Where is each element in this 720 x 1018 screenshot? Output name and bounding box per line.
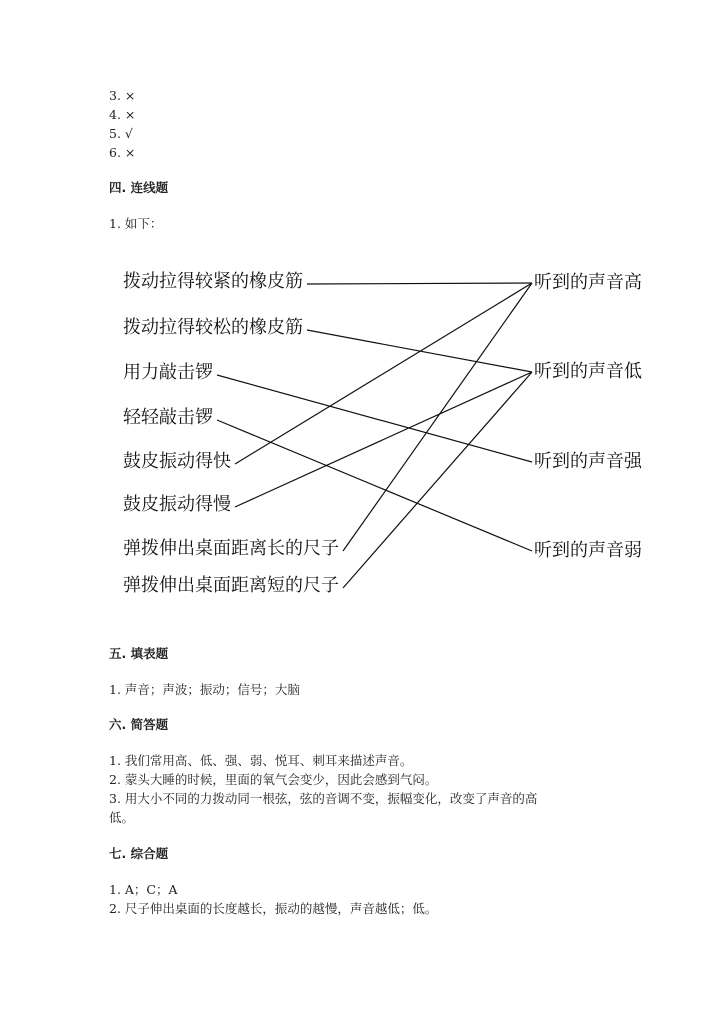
judgement-answer-3: 3. × <box>109 88 136 103</box>
section5-title: 五. 填表题 <box>109 646 169 661</box>
section4-q1: 1. 如下： <box>109 216 163 231</box>
left-item-drum-slow: 鼓皮振动得慢 <box>123 494 231 515</box>
left-item-long-ruler: 弹拨伸出桌面距离长的尺子 <box>123 538 339 559</box>
connection-line-8 <box>343 372 532 588</box>
connection-line-1 <box>307 283 532 284</box>
left-item-short-ruler: 弹拨伸出桌面距离短的尺子 <box>123 575 339 596</box>
right-item-strong-sound: 听到的声音强 <box>534 451 642 472</box>
judgement-answer-5: 5. √ <box>109 126 133 141</box>
section6-q3-line2: 低。 <box>109 810 135 825</box>
left-item-hit-gong-hard: 用力敲击锣 <box>123 362 213 383</box>
connection-line-3 <box>217 375 532 462</box>
section7-q1: 1. A；C；A <box>109 882 178 897</box>
connection-line-5 <box>235 283 532 464</box>
section7-title: 七. 综合题 <box>109 846 169 861</box>
left-item-loose-rubber-band: 拨动拉得较松的橡皮筋 <box>123 317 303 338</box>
section6-q2: 2. 蒙头大睡的时候，里面的氧气会变少，因此会感到气闷。 <box>109 772 438 787</box>
left-item-tight-rubber-band: 拨动拉得较紧的橡皮筋 <box>123 271 303 292</box>
left-item-hit-gong-lightly: 轻轻敲击锣 <box>123 407 213 428</box>
section6-q3-line1: 3. 用大小不同的力拨动同一根弦，弦的音调不变，振幅变化，改变了声音的高 <box>109 791 538 806</box>
judgement-answer-4: 4. × <box>109 107 136 122</box>
section7-q2: 2. 尺子伸出桌面的长度越长，振动的越慢，声音越低；低。 <box>109 901 438 916</box>
left-item-drum-fast: 鼓皮振动得快 <box>123 451 231 472</box>
section6-q1: 1. 我们常用高、低、强、弱、悦耳、刺耳来描述声音。 <box>109 753 413 768</box>
matching-diagram <box>100 255 680 615</box>
connection-line-4 <box>217 420 532 551</box>
connection-line-7 <box>343 283 532 551</box>
section4-title: 四. 连线题 <box>109 180 169 195</box>
judgement-answer-6: 6. × <box>109 145 136 160</box>
right-item-weak-sound: 听到的声音弱 <box>534 540 642 561</box>
section6-title: 六. 简答题 <box>109 717 169 732</box>
right-item-low-pitch: 听到的声音低 <box>534 361 642 382</box>
right-item-high-pitch: 听到的声音高 <box>534 272 642 293</box>
section5-q1: 1. 声音；声波；振动；信号；大脑 <box>109 682 300 697</box>
